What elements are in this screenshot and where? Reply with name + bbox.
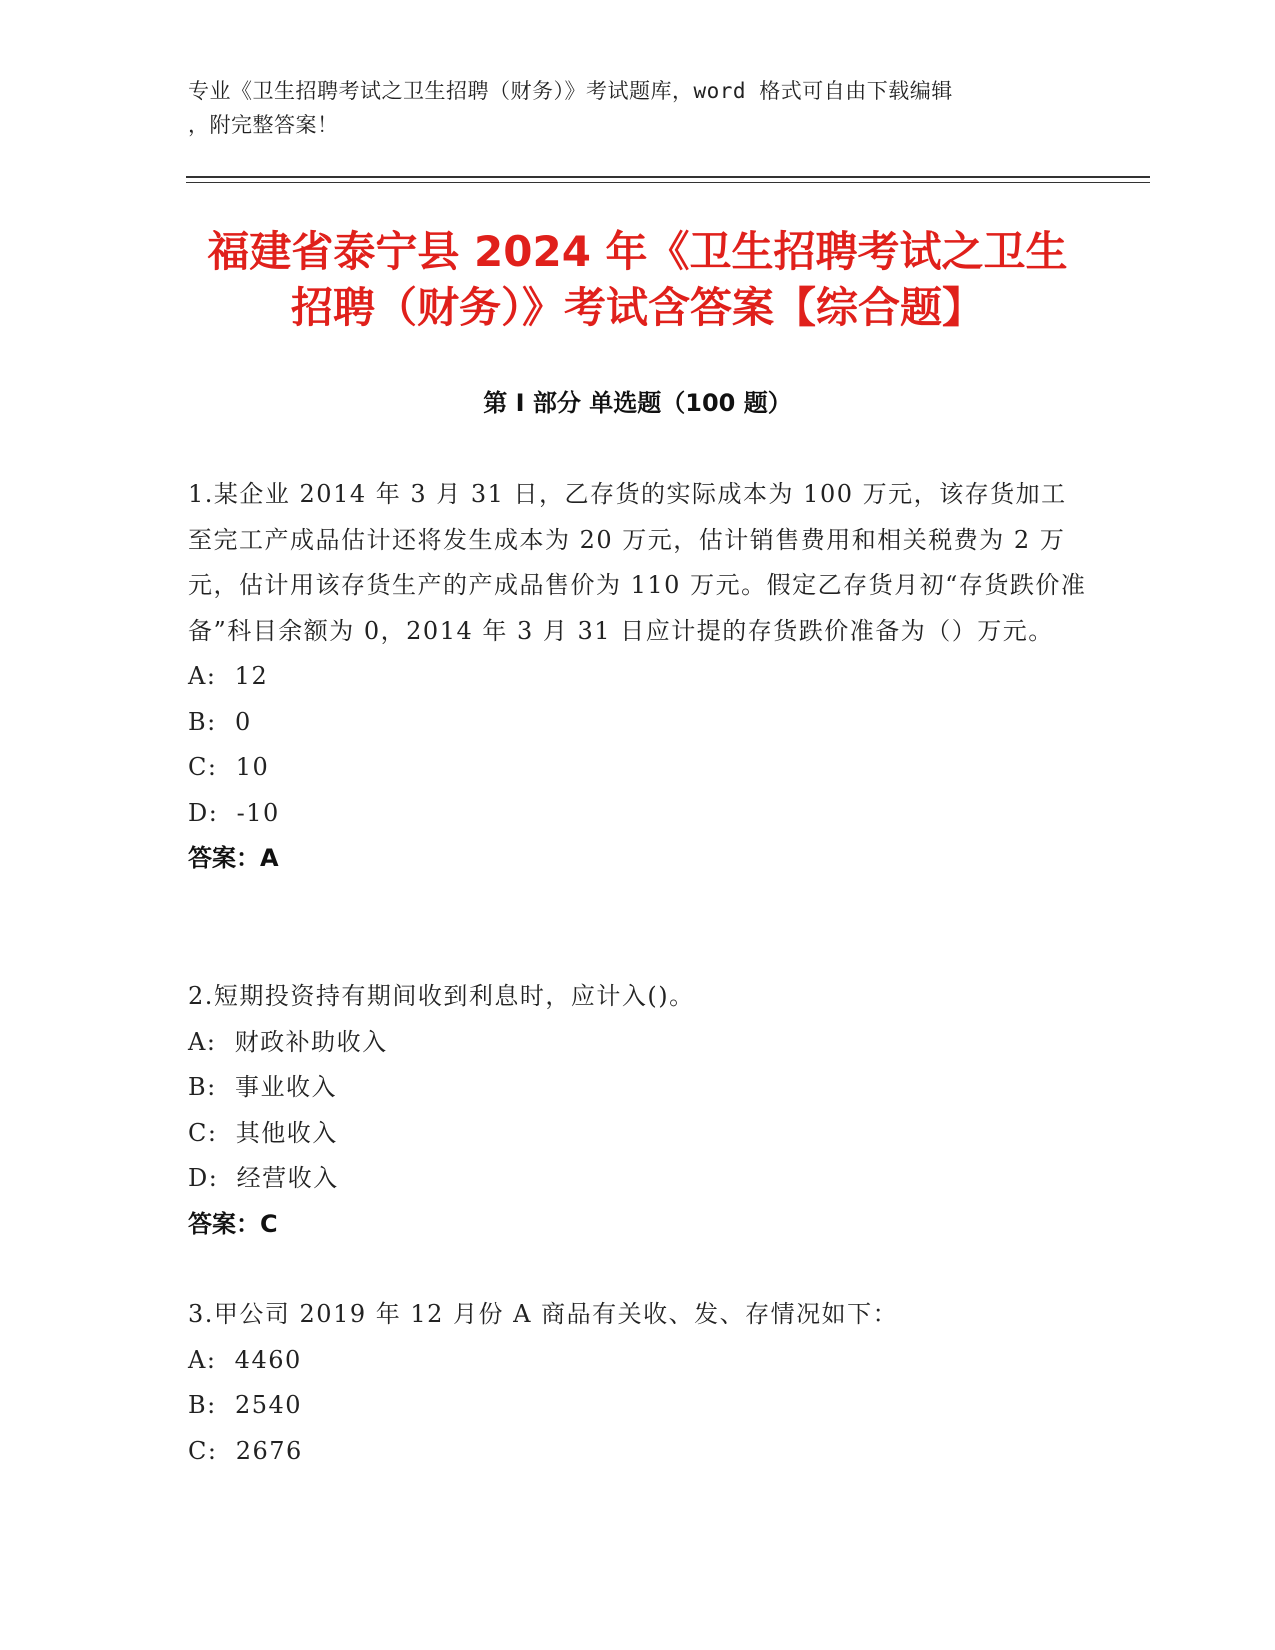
- header-divider-thick: [186, 176, 1150, 178]
- option-c: C: 2676: [188, 1436, 303, 1465]
- option-d: D: -10: [188, 798, 280, 827]
- answer: 答案：C: [188, 1209, 278, 1238]
- document-title-line-2: 招聘（财务）》考试含答案【综合题】: [290, 283, 984, 332]
- question-stem: 2.短期投资持有期间收到利息时，应计入()。: [188, 982, 695, 1010]
- question-1: [188, 472, 1088, 882]
- document-title: [150, 224, 1125, 336]
- answer: 答案：A: [188, 844, 279, 872]
- header-divider-thin: [186, 182, 1150, 183]
- option-b: B: 2540: [188, 1391, 303, 1419]
- option-b: B: 0: [188, 707, 252, 736]
- question-2: [188, 974, 1088, 1247]
- question-stem: 3.甲公司 2019 年 12 月份 A 商品有关收、发、存情况如下：: [188, 1300, 899, 1328]
- option-c: C: 其他收入: [188, 1118, 338, 1147]
- question-3: [188, 1292, 1088, 1474]
- option-c: C: 10: [188, 753, 270, 781]
- question-stem: 1.某企业 2014 年 3 月 31 日，乙存货的实际成本为 100 万元，该存货加工至完工产成品估计还将发生成本为 20 万元，估计销售费用和相关税费为 2 万元，估计用该存货生产的产成品售价为 110 万元。假定乙存货月初“存货跌价准备”科目余额为 0，2014 年 3 月 31 日应计提的存货跌价准备为（）万元。: [188, 480, 1087, 645]
- header-note-line-1: 专业《卫生招聘考试之卫生招聘（财务）》考试题库，word 格式可自由下载编辑: [188, 79, 953, 103]
- option-d: D: 经营收入: [188, 1164, 339, 1192]
- option-a: A: 12: [188, 662, 269, 690]
- header-note: [188, 74, 1088, 142]
- header-note-line-2: ，附完整答案！: [188, 113, 339, 137]
- option-a: A: 4460: [188, 1345, 302, 1374]
- section-title: 第 I 部分 单选题（100 题）: [483, 389, 792, 417]
- option-b: B: 事业收入: [188, 1073, 337, 1101]
- option-a: A: 财政补助收入: [188, 1027, 388, 1056]
- document-title-line-1: 福建省泰宁县 2024 年《卫生招聘考试之卫生: [207, 227, 1068, 276]
